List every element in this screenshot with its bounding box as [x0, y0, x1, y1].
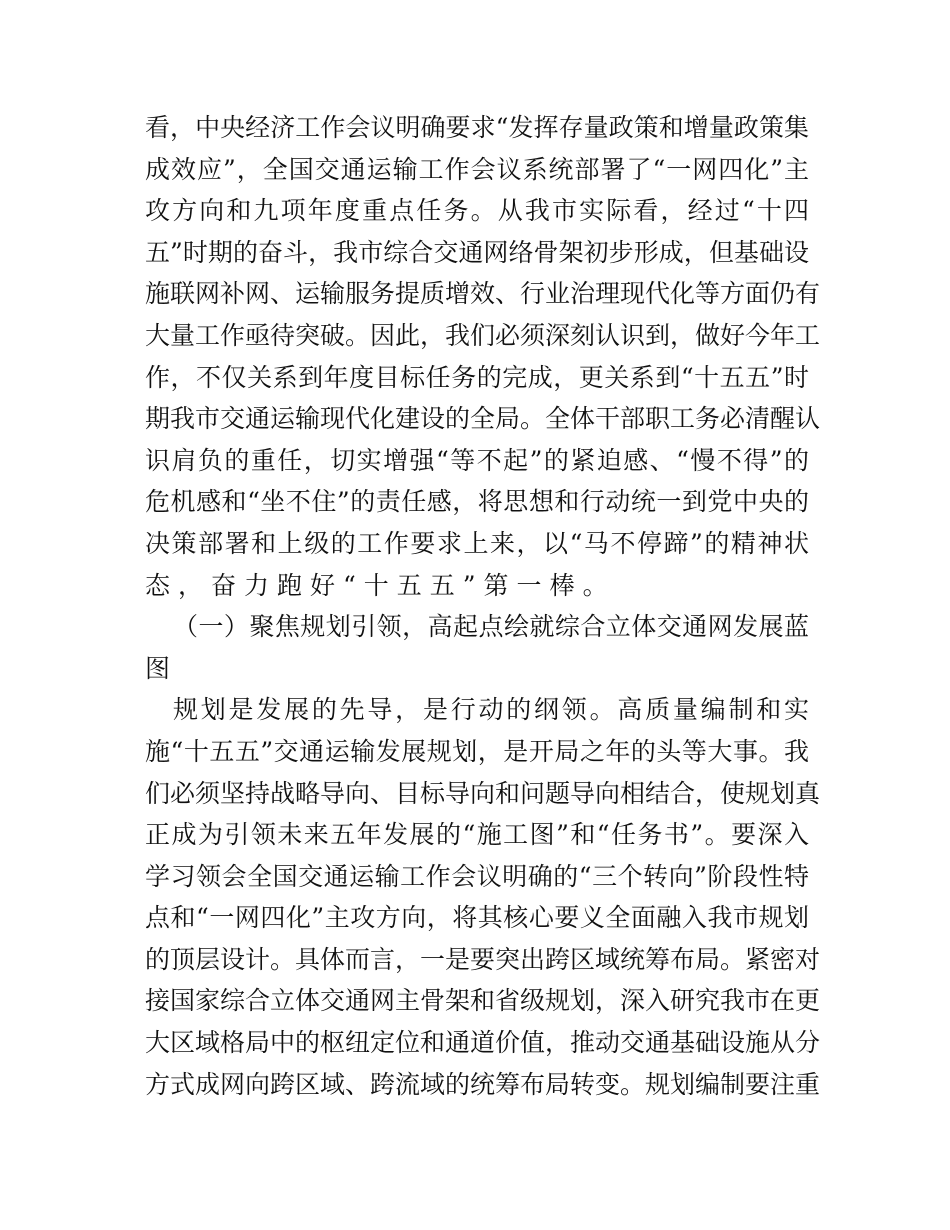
text-line: 施联网补网、运输服务提质增效、行业治理现代化等方面仍有 — [145, 279, 821, 309]
text-line: 们必须坚持战略导向、目标导向和问题导向相结合，使规划真 — [145, 778, 821, 808]
text-line: 点和“一网四化”主攻方向，将其核心要义全面融入我市规划 — [145, 903, 809, 933]
text-line: 作，不仅关系到年度目标任务的完成，更关系到“十五五”时 — [145, 362, 809, 392]
section-heading-end: 图 — [145, 653, 179, 683]
text-line: 危机感和“坐不住”的责任感，将思想和行动统一到党中央的 — [145, 487, 809, 517]
text-line: 正成为引领未来五年发展的“施工图”和“任务书”。要深入 — [145, 820, 809, 850]
text-line: 识肩负的重任，切实增强“等不起”的紧迫感、“慢不得”的 — [145, 445, 809, 475]
text-line: 接国家综合立体交通网主骨架和省级规划，深入研究我市在更 — [145, 986, 821, 1016]
text-line: 大区域格局中的枢纽定位和通道价值，推动交通基础设施从分 — [145, 1028, 821, 1058]
section-heading: （一）聚焦规划引领，高起点绘就综合立体交通网发展蓝 — [173, 612, 809, 642]
text-line: 看，中央经济工作会议明确要求“发挥存量政策和增量政策集 — [145, 113, 809, 142]
text-line: 学习领会全国交通运输工作会议明确的“三个转向”阶段性特 — [145, 861, 809, 891]
text-line: 五”时期的奋斗，我市综合交通网络骨架初步形成，但基础设 — [145, 237, 809, 267]
text-line: 方式成网向跨区域、跨流域的统筹布局转变。规划编制要注重 — [145, 1069, 821, 1099]
document-page — [145, 107, 821, 1105]
text-line: 期我市交通运输现代化建设的全局。全体干部职工务必清醒认 — [145, 404, 821, 434]
text-line: 决策部署和上级的工作要求上来，以“马不停蹄”的精神状 — [145, 528, 809, 558]
text-line: 攻方向和九项年度重点任务。从我市实际看，经过“十四 — [145, 196, 809, 226]
text-line: 态，奋力跑好“十五五”第一棒。 — [145, 570, 616, 600]
text-line: 大量工作亟待突破。因此，我们必须深刻认识到，做好今年工 — [145, 320, 821, 350]
text-line: 成效应”，全国交通运输工作会议系统部署了“一网四化”主 — [145, 154, 809, 184]
text-line: 施“十五五”交通运输发展规划，是开局之年的头等大事。我 — [145, 736, 809, 766]
text-line: 规划是发展的先导，是行动的纲领。高质量编制和实 — [173, 695, 809, 725]
text-line: 的顶层设计。具体而言，一是要突出跨区域统筹布局。紧密对 — [145, 944, 821, 974]
